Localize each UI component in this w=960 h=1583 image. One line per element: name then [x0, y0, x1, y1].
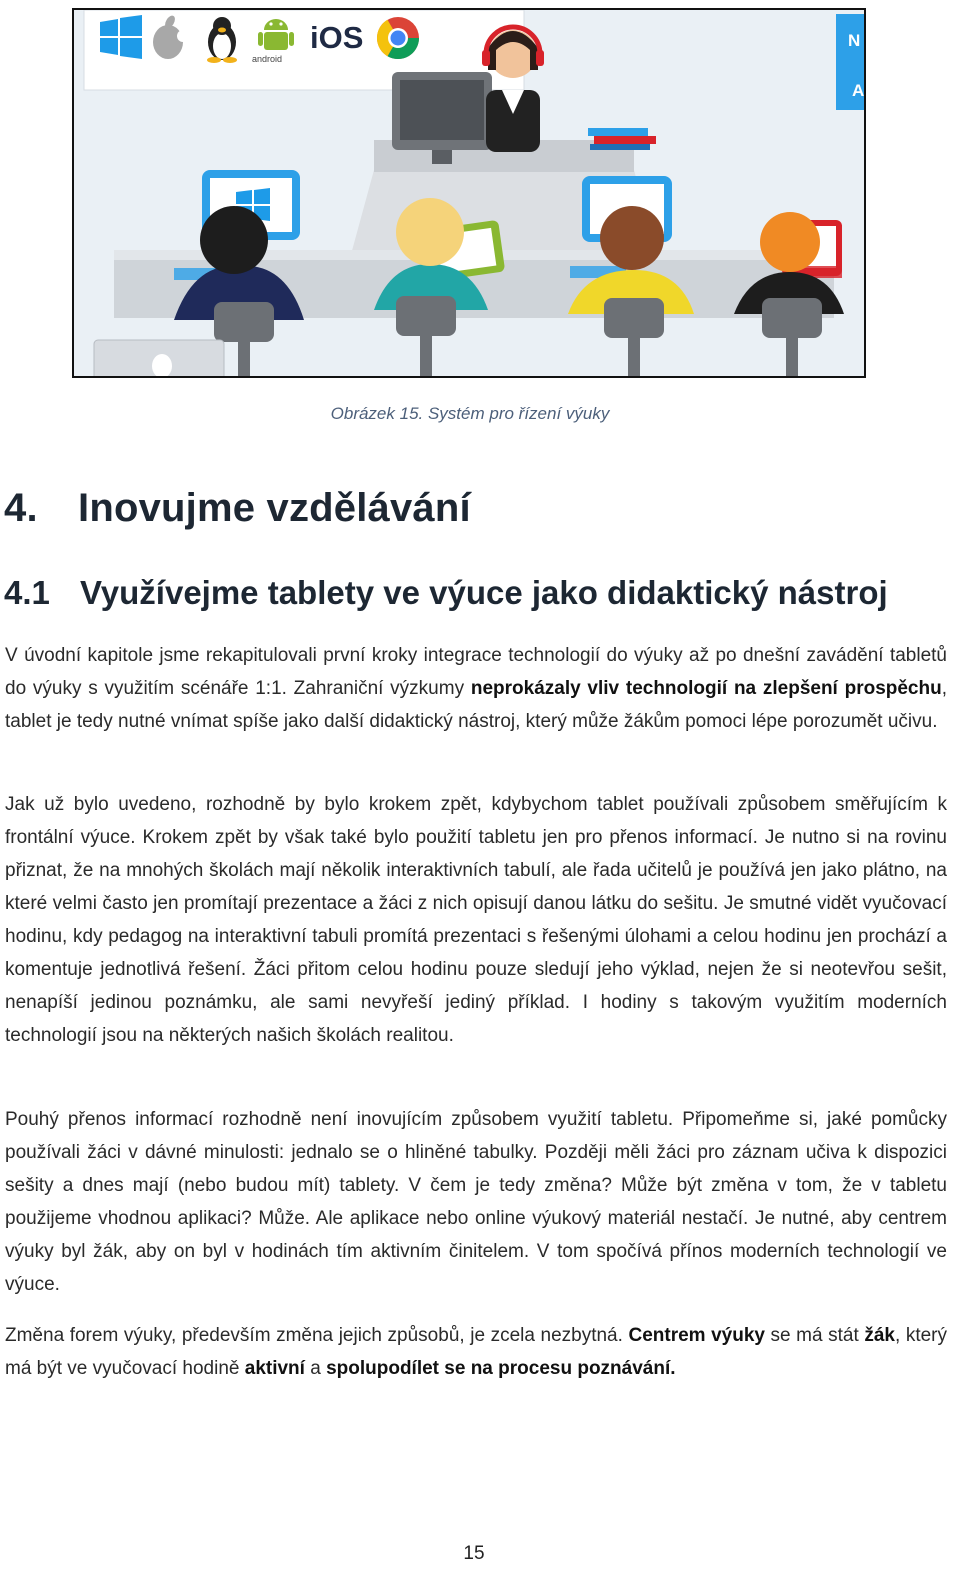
paragraph-1-bold: neprokázaly vliv technologií na zlepšení prospěchu — [470, 678, 942, 699]
figure-caption: Obrázek 15. Systém pro řízení výuky — [330, 404, 610, 423]
page-number: 15 — [463, 1543, 485, 1564]
paragraph-4-text-c: se má stát — [764, 1325, 865, 1346]
android-text: android — [252, 54, 283, 64]
paragraph-4-text-e: , který má být ve vyučovací hodině — [5, 1325, 948, 1379]
banner-letter-a: A — [852, 81, 864, 100]
chrome-logo-icon — [377, 17, 419, 59]
paragraph-4-bold-h: spolupodílet se na procesu poznávání. — [326, 1358, 676, 1379]
section-title: Využívejme tablety ve výuce jako didaktický nástroj — [80, 574, 888, 611]
section-number: 4.1 — [4, 574, 50, 611]
classroom-illustration — [72, 8, 866, 378]
paragraph-4-bold-b: Centrem výuky — [628, 1325, 765, 1346]
ios-text: iOS — [310, 20, 364, 55]
paragraph-3: Pouhý přenos informací rozhodně není inovujícím způsobem využití tabletu. Připomeňme si, jaké pomůcky používali žáci v dávné minulosti: jednalo se o hliněné tabulky. Později měli žáci pro záznam učiva k dispozici sešity a dnes mají (nebo budou mít) tablety. V čem je tedy změna? Může být změna v tom, že v tabletu použijeme vhodnou aplikaci? Může. Ale aplikace nebo online výukový materiál nestačí. Je nutné, aby centrem výuky byl žák, aby on byl v hodinách tím aktivním činitelem. V tom spočívá přínos moderních technologií ve výuce. — [5, 1109, 947, 1295]
paragraph-2: Jak už bylo uvedeno, rozhodně by bylo krokem zpět, kdybychom tablet používali způsobem směřujícím k frontální výuce. Krokem zpět by však také bylo použití tabletu jen pro přenos informací. Je nutno si na rovinu přiznat, že na mnohých školách mají několik interaktivních tabulí, ale řada učitelů je používá jen jako plátno, na které velmi často jen promítají prezentace a žáci z nich opisují danou látku do sešitu. Je smutné vidět vyučovací hodinu, kdy pedagog na interaktivní tabuli promítá prezentaci s řešenými úlohami a celou hodinu jen prochází a komentuje jednotlivá řešení. Žáci přitom celou hodinu pouze sledují jeho výklad, nejen že si neotevřou sešit, nenapíší jedinou poznámku, ale sami nevyřeší jediný příklad. I hodiny s takovým využitím moderních technologií jsou na některých našich školách realitou. — [5, 794, 947, 1046]
paragraph-1-text-a: V úvodní kapitole jsme rekapitulovali první kroky integrace technologií do výuky až po dnešní zavádění tabletů do výuky s využitím scénáře 1:1. Zahraniční výzkumy — [5, 645, 947, 699]
paragraph-4-bold-d: žák — [864, 1325, 895, 1346]
paragraph-4-bold-f: aktivní — [244, 1358, 305, 1379]
section-heading — [4, 574, 888, 612]
banner-letter-n: N — [848, 31, 861, 50]
paragraph-1 — [5, 639, 947, 738]
chapter-title: Inovujme vzdělávání — [78, 486, 471, 530]
paragraph-4 — [5, 1319, 947, 1385]
paragraph-4-text-a: Změna forem výuky, především změna jejich způsobů, je zcela nezbytná. — [5, 1325, 629, 1346]
paragraph-4-text-g: a — [304, 1358, 327, 1379]
classroom-svg — [74, 10, 864, 376]
chapter-heading — [4, 486, 471, 531]
chapter-number: 4. — [4, 486, 38, 530]
paragraph-1-text-c: , tablet je tedy nutné vnímat spíše jako další didaktický nástroj, který může žákům pomoci lépe porozumět učivu. — [5, 678, 947, 732]
